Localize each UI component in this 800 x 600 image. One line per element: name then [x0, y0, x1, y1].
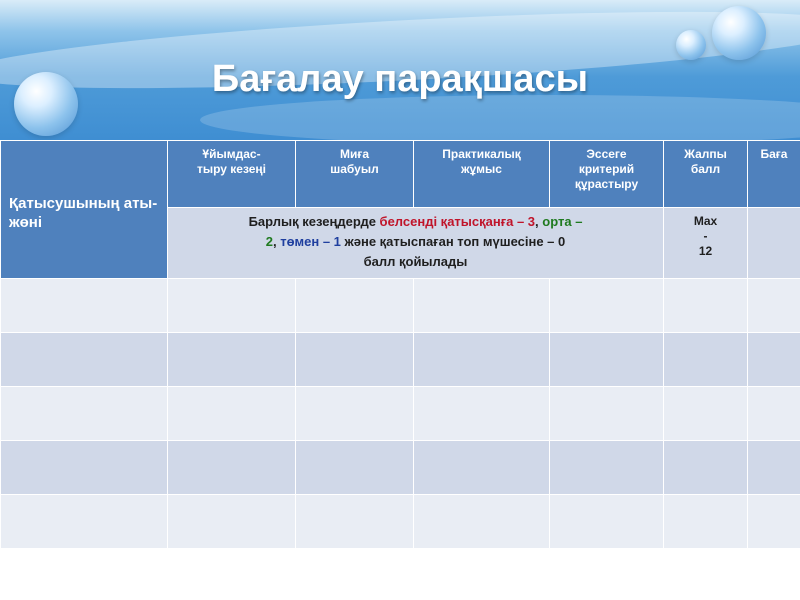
header-label: критерий — [578, 162, 635, 176]
title-banner — [0, 0, 800, 140]
header-label: құрастыру — [574, 177, 639, 191]
empty-cell — [748, 208, 800, 279]
header-participant-name — [1, 141, 168, 279]
header-label: Баға — [760, 147, 788, 161]
max-label: Max — [693, 214, 718, 228]
max-value: 12 — [698, 244, 713, 258]
header-practical-work — [414, 141, 550, 208]
score-cell[interactable] — [414, 441, 550, 495]
score-cell[interactable] — [550, 441, 664, 495]
participant-name-cell[interactable] — [1, 333, 168, 387]
header-label: Ұйымдас- — [202, 147, 261, 161]
score-cell[interactable] — [296, 279, 414, 333]
total-cell[interactable] — [664, 333, 748, 387]
bubble-decoration-small — [676, 30, 706, 60]
header-label: балл — [690, 162, 721, 176]
score-cell[interactable] — [168, 333, 296, 387]
bubble-decoration-medium — [712, 6, 766, 60]
score-cell[interactable] — [550, 387, 664, 441]
table-row — [1, 279, 800, 333]
grade-cell[interactable] — [748, 495, 800, 549]
header-organization-stage — [168, 141, 296, 208]
header-label: Жалпы — [684, 147, 727, 161]
grade-cell[interactable] — [748, 279, 800, 333]
note-text: балл қойылады — [363, 254, 468, 269]
header-label: жұмыс — [461, 162, 502, 176]
score-cell[interactable] — [296, 495, 414, 549]
max-dash: - — [703, 229, 708, 243]
note-text-medium: 2 — [265, 234, 273, 249]
score-cell[interactable] — [414, 495, 550, 549]
participant-name-cell[interactable] — [1, 279, 168, 333]
note-text: , — [272, 234, 281, 249]
header-grade — [748, 141, 800, 208]
total-cell[interactable] — [664, 387, 748, 441]
score-cell[interactable] — [168, 441, 296, 495]
table-row — [1, 495, 800, 549]
page-title: Бағалау парақшасы — [211, 58, 589, 100]
header-label: Миға — [339, 147, 370, 161]
header-essay-criteria — [550, 141, 664, 208]
participant-name-cell[interactable] — [1, 387, 168, 441]
grade-cell[interactable] — [748, 387, 800, 441]
total-cell[interactable] — [664, 279, 748, 333]
score-cell[interactable] — [296, 333, 414, 387]
header-row — [1, 141, 800, 208]
header-label: шабуыл — [330, 162, 379, 176]
note-text-medium: орта – — [542, 214, 583, 229]
header-label: Эссеге — [586, 147, 627, 161]
score-cell[interactable] — [296, 387, 414, 441]
participant-name-cell[interactable] — [1, 441, 168, 495]
score-cell[interactable] — [414, 387, 550, 441]
score-cell[interactable] — [550, 279, 664, 333]
score-cell[interactable] — [168, 279, 296, 333]
table-row — [1, 333, 800, 387]
total-cell[interactable] — [664, 441, 748, 495]
participant-name-cell[interactable] — [1, 495, 168, 549]
score-cell[interactable] — [550, 495, 664, 549]
note-text: , — [535, 214, 543, 229]
scoring-note — [168, 208, 664, 279]
note-text-low: төмен – 1 — [280, 234, 341, 249]
score-cell[interactable] — [414, 333, 550, 387]
note-text: Барлық кезеңдерде — [248, 214, 380, 229]
score-cell[interactable] — [168, 387, 296, 441]
score-cell[interactable] — [296, 441, 414, 495]
grade-cell[interactable] — [748, 333, 800, 387]
header-label: Практикалық — [442, 147, 521, 161]
score-cell[interactable] — [414, 279, 550, 333]
grade-cell[interactable] — [748, 441, 800, 495]
total-cell[interactable] — [664, 495, 748, 549]
header-total-score — [664, 141, 748, 208]
note-text: және қатыспаған топ мүшесіне – 0 — [340, 234, 566, 249]
header-label: тыру кезеңі — [196, 162, 267, 176]
table-row — [1, 441, 800, 495]
table-row — [1, 387, 800, 441]
banner-swoosh-lower — [200, 95, 800, 140]
score-cell[interactable] — [550, 333, 664, 387]
evaluation-table — [0, 140, 800, 549]
header-participant-name-label: Қатысушының аты-жөні — [9, 194, 158, 231]
score-cell[interactable] — [168, 495, 296, 549]
note-text-active: белсенді қатысқанға – 3 — [379, 214, 536, 229]
max-score-cell — [664, 208, 748, 279]
header-brainstorm — [296, 141, 414, 208]
